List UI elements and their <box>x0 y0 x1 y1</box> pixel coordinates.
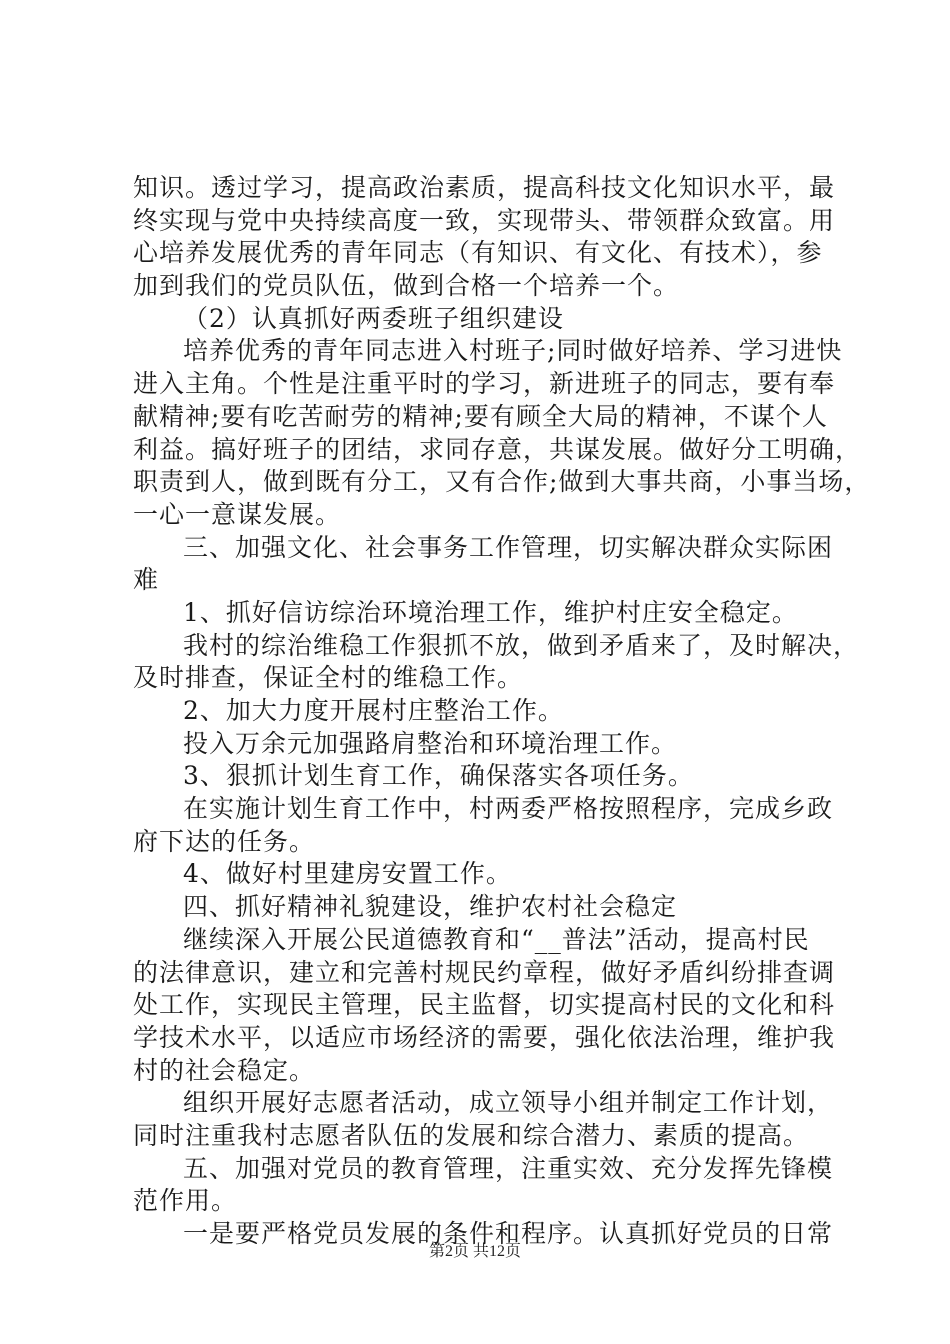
text-line: 一是要严格党员发展的条件和程序。认真抓好党员的日常 <box>183 1219 834 1248</box>
text-line: 村的社会稳定。 <box>133 1055 316 1085</box>
section-heading: 四、抓好精神礼貌建设，维护农村社会稳定 <box>183 892 678 922</box>
section-heading: （2）认真抓好两委班子组织建设 <box>183 303 564 333</box>
text-line: 同时注重我村志愿者队伍的发展和综合潜力、素质的提高。 <box>133 1120 810 1150</box>
list-item: 1、抓好信访综治环境治理工作，维护村庄安全稳定。 <box>183 597 798 627</box>
text-line: 难 <box>133 565 160 595</box>
text-line: 的法律意识，建立和完善村规民约章程，做好矛盾纠纷排查调 <box>133 957 836 987</box>
text-line: 职责到人，做到既有分工，又有合作;做到大事共商，小事当场， <box>133 467 871 497</box>
document-body <box>133 172 871 1251</box>
text-line: 组织开展好志愿者活动，成立领导小组并制定工作计划， <box>183 1088 834 1118</box>
list-item: 2、加大力度开展村庄整治工作。 <box>183 696 564 725</box>
text-line: 一心一意谋发展。 <box>133 499 342 529</box>
text-line: 终实现与党中央持续高度一致，实现带头、带领群众致富。用 <box>133 205 836 235</box>
text-line: 利益。搞好班子的团结，求同存意，共谋发展。做好分工明确， <box>133 434 862 464</box>
text-line: 及时排查，保证全村的维稳工作。 <box>133 663 524 693</box>
text-line: 我村的综治维稳工作狠抓不放，做到矛盾来了，及时解决， <box>183 630 860 660</box>
text-line: 献精神;要有吃苦耐劳的精神;要有顾全大局的精神，不谋个人 <box>133 401 828 431</box>
text-line: 范作用。 <box>133 1186 238 1216</box>
text-line: 加到我们的党员队伍，做到合格一个培养一个。 <box>133 271 680 301</box>
text-line: 继续深入开展公民道德教育和“__普法”活动，提高村民 <box>183 924 810 954</box>
list-item: 4、做好村里建房安置工作。 <box>183 859 512 889</box>
section-heading: 五、加强对党员的教育管理，注重实效、充分发挥先锋模 <box>183 1153 834 1183</box>
text-line: 进入主角。个性是注重平时的学习，新进班子的同志，要有奉 <box>133 369 836 399</box>
text-line: 处工作，实现民主管理，民主监督，切实提高村民的文化和科 <box>133 990 836 1020</box>
text-line: 培养优秀的青年同志进入村班子;同时做好培养、学习进快 <box>183 336 843 366</box>
text-line: 在实施计划生育工作中，村两委严格按照程序，完成乡政 <box>183 794 834 824</box>
page-footer: 第2页 共12页 <box>428 1243 521 1260</box>
text-line: 府下达的任务。 <box>133 826 316 856</box>
text-line: 心培养发展优秀的青年同志（有知识、有文化、有技术），参 <box>133 238 823 268</box>
section-heading: 三、加强文化、社会事务工作管理，切实解决群众实际困 <box>183 532 834 562</box>
text-line: 投入万余元加强路肩整治和环境治理工作。 <box>183 728 678 758</box>
list-item: 3、狠抓计划生育工作，确保落实各项任务。 <box>183 761 694 791</box>
text-line: 学技术水平，以适应市场经济的需要，强化依法治理，维护我 <box>133 1022 836 1052</box>
text-line: 知识。透过学习，提高政治素质，提高科技文化知识水平，最 <box>133 173 836 202</box>
